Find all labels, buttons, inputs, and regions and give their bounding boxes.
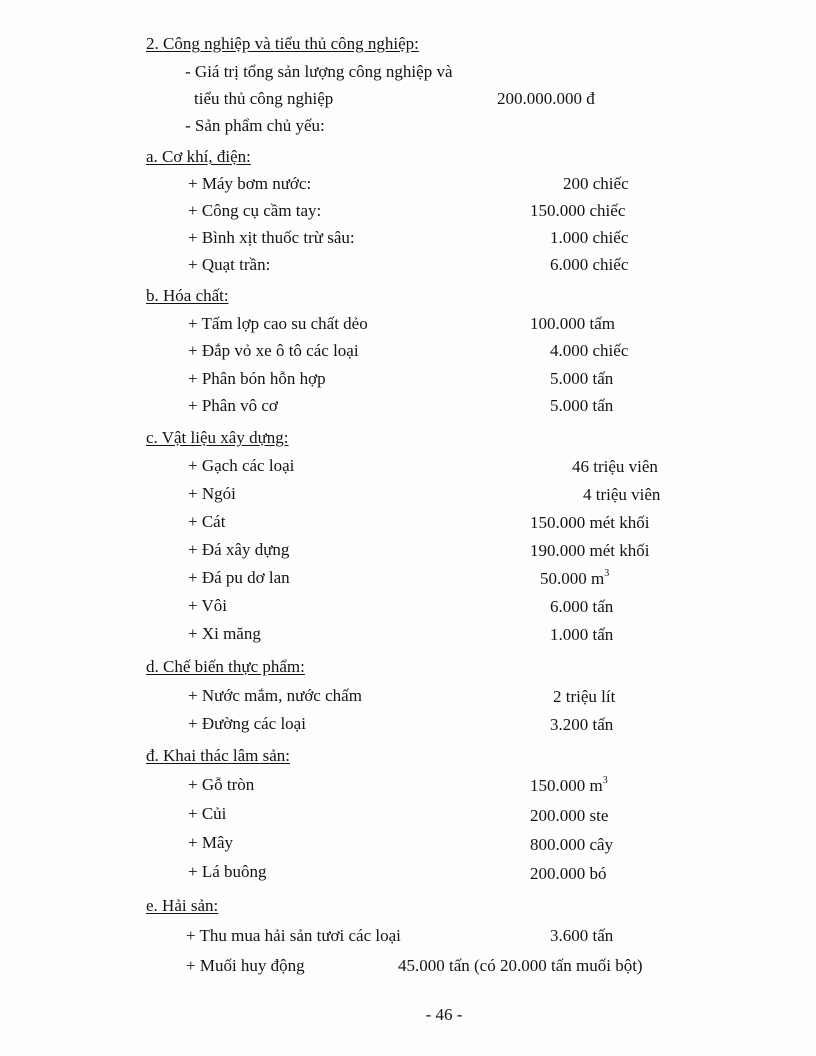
item-name: + Gạch các loại [188,456,295,475]
item-name: + Vôi [188,596,228,615]
item-value: 800.000 cây [530,835,614,854]
item-value: 3.600 tấn [550,926,614,945]
page-number: - 46 - [425,1005,463,1024]
item-name: + Ngói [188,484,236,503]
group-title-building-materials: c. Vật liệu xây dựng: [146,428,289,447]
item-value: 200.000 bó [530,864,607,883]
item-name: + Bình xịt thuốc trừ sâu: [188,228,355,247]
item-name: + Củi [188,804,227,823]
item-name: + Thu mua hải sản tươi các loại [186,926,401,945]
item-value: 1.000 tấn [550,625,614,644]
item-name: + Nước mắm, nước chấm [188,686,362,705]
item-name: + Phân vô cơ [188,396,278,415]
item-name: + Muối huy động [186,956,305,975]
item-value: 1.000 chiếc [550,228,629,247]
item-name: + Đắp vỏ xe ô tô các loại [188,341,359,360]
item-value: 190.000 mét khối [530,541,650,560]
group-title-food-processing: d. Chế biến thực phẩm: [146,657,305,676]
item-value [540,569,609,589]
group-title-seafood: e. Hải sản: [146,896,219,915]
item-value-number: 50.000 m [540,569,605,588]
item-name: + Đường các loại [188,714,306,733]
item-value: 4 triệu viên [583,485,661,504]
cubic-superscript: 3 [602,775,608,787]
item-name: + Tấm lợp cao su chất dẻo [188,314,368,333]
item-value: 150.000 mét khối [530,513,650,532]
item-name: + Lá buông [188,862,267,881]
group-title-forestry: đ. Khai thác lâm sản: [146,746,290,765]
item-value: 5.000 tấn [550,396,614,415]
group-title-chemicals: b. Hóa chất: [146,286,229,305]
item-value: 46 triệu viên [572,457,658,476]
cubic-superscript: 3 [604,568,610,580]
item-name: + Máy bơm nước: [188,174,312,193]
item-value: 3.200 tấn [550,715,614,734]
item-name: + Công cụ cầm tay: [188,201,322,220]
item-name: + Đá xây dựng [188,540,290,559]
item-name: + Quạt trần: [188,255,271,274]
item-value: 45.000 tấn (có 20.000 tấn muối bột) [398,956,643,975]
total-value: 200.000.000 đ [497,89,595,108]
products-label: - Sản phẩm chủ yếu: [185,116,325,135]
item-value: 2 triệu lít [553,687,616,706]
item-value [530,776,608,796]
item-name: + Xi măng [188,624,261,643]
group-title-mechanical: a. Cơ khí, điện: [146,147,251,166]
total-value-label-line-1: - Giá trị tổng sản lượng công nghiệp và [185,62,453,81]
total-value-label-line-2: tiểu thủ công nghiệp [194,89,334,108]
item-name: + Mây [188,833,233,852]
item-name: + Đá pu dơ lan [188,568,290,587]
item-value: 100.000 tấm [530,314,615,333]
item-value: 4.000 chiếc [550,341,629,360]
item-value: 200.000 ste [530,806,609,825]
section-title: 2. Công nghiệp và tiểu thủ công nghiệp: [146,34,419,53]
item-value: 150.000 chiếc [530,201,626,220]
item-value: 6.000 tấn [550,597,614,616]
item-name: + Phân bón hỗn hợp [188,369,326,388]
item-value: 200 chiếc [563,174,629,193]
item-name: + Gỗ tròn [188,775,255,794]
item-value: 5.000 tấn [550,369,614,388]
item-name: + Cát [188,512,226,531]
item-value: 6.000 chiếc [550,255,629,274]
item-value-number: 150.000 m [530,776,603,795]
